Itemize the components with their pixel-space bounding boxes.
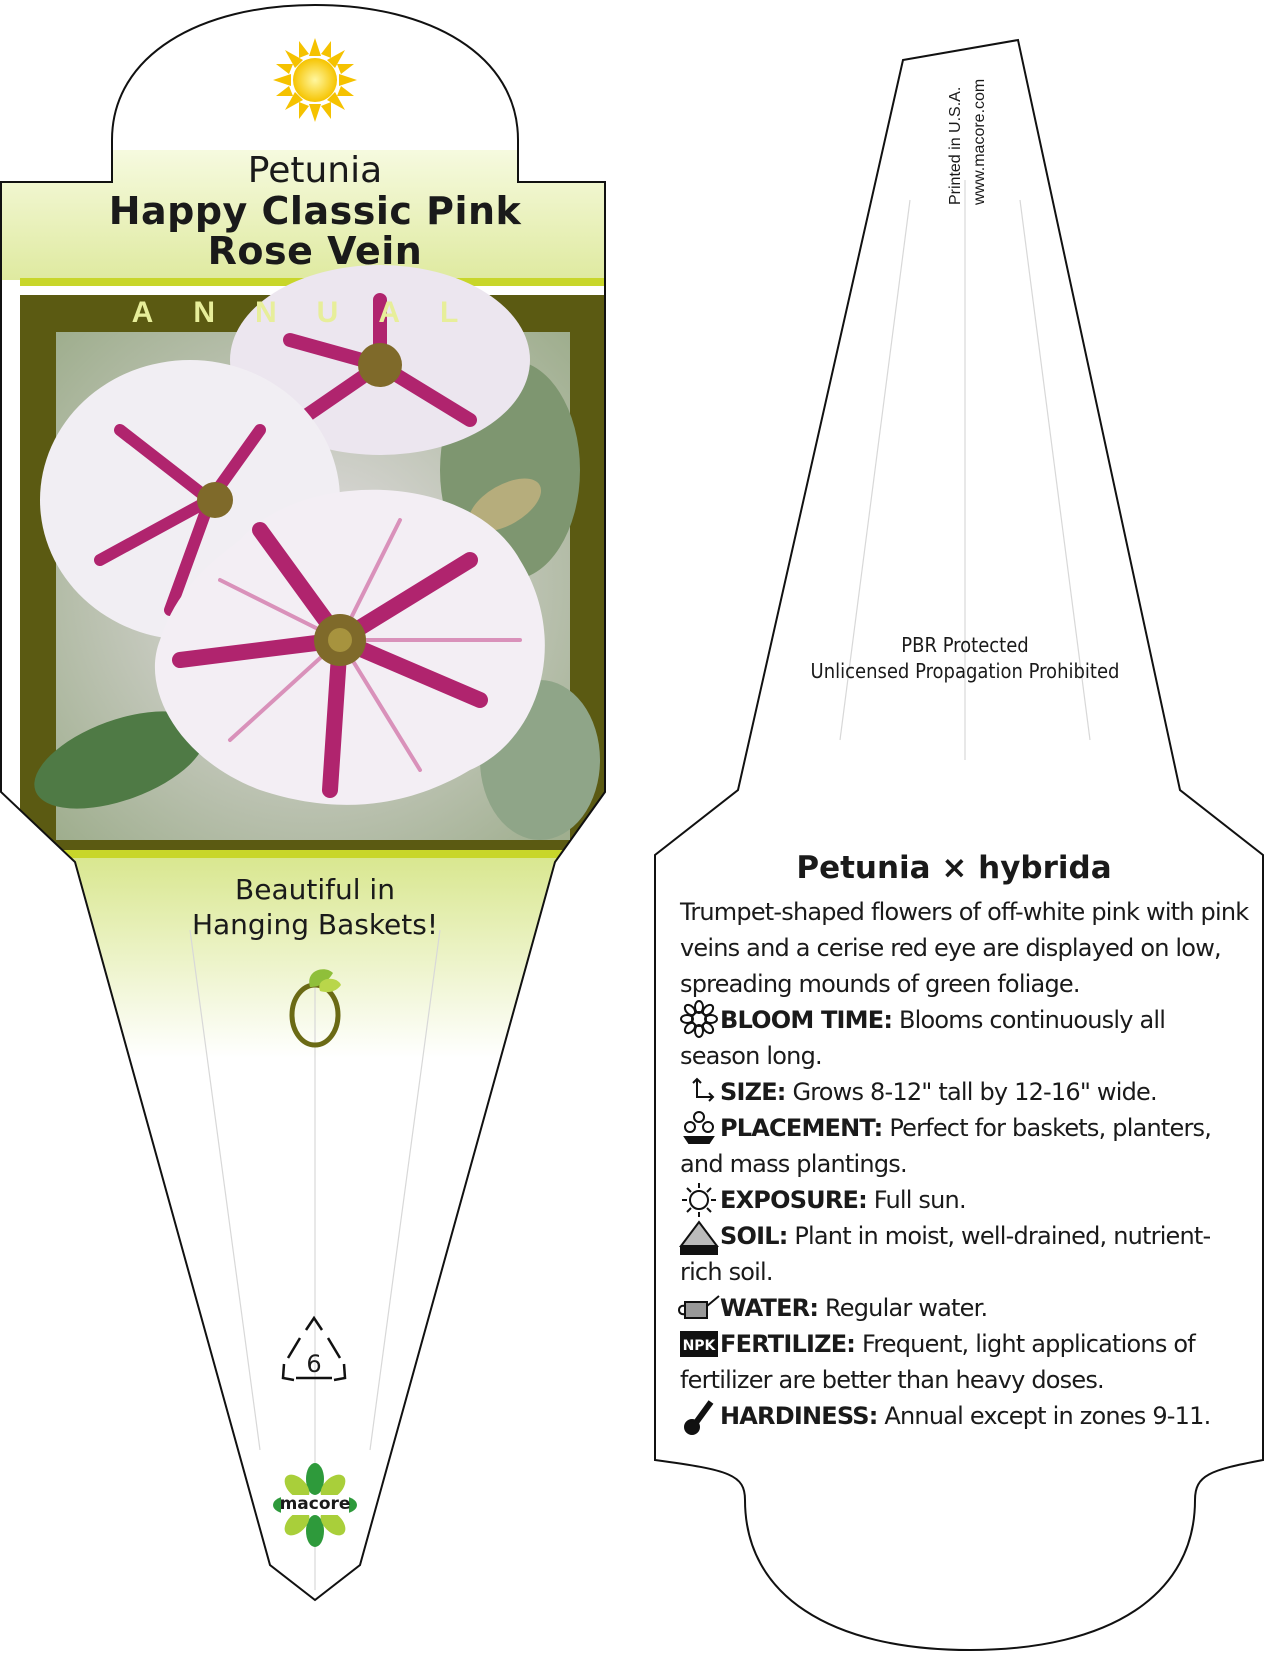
row-text: Annual except in zones 9-11. [877, 1402, 1211, 1430]
row-text: Full sun. [866, 1186, 966, 1214]
row-size [680, 1074, 1250, 1110]
sun-icon [273, 38, 357, 122]
row-text: Grows 8-12" tall by 12-16" wide. [785, 1078, 1157, 1106]
row-label: WATER: [720, 1294, 819, 1322]
row-label: HARDINESS: [720, 1402, 878, 1430]
soil-icon [680, 1222, 714, 1248]
row-bloom-time [680, 1002, 1250, 1074]
recycle-code: 6 [306, 1350, 322, 1378]
row-label: FERTILIZE: [720, 1330, 856, 1358]
row-label: EXPOSURE: [720, 1186, 867, 1214]
slogan-line-2: Hanging Baskets! [191, 908, 439, 941]
printed-in: Printed in U.S.A. [947, 86, 964, 205]
npk-label-icon: NPK [682, 1338, 716, 1354]
plant-genus: Petunia [247, 150, 383, 191]
row-text: Regular water. [818, 1294, 988, 1322]
description-text: Trumpet-shaped flowers of off-white pink with pink veins and a cerise red eye are displayed on low, spreading mounds of green foliage. [680, 898, 1249, 998]
thermometer-icon [680, 1402, 714, 1428]
pbr-line-2: Unlicensed Propagation Prohibited [810, 659, 1120, 683]
row-text: Plant in moist, well-drained, nutrient-rich soil. [680, 1222, 1211, 1286]
plant-description [680, 894, 1250, 1434]
row-text: Frequent, light applications of fertilizer are better than heavy doses. [680, 1330, 1195, 1394]
row-hardiness [680, 1398, 1250, 1434]
row-fertilize [680, 1326, 1250, 1398]
row-text: Blooms continuously all season long. [680, 1006, 1166, 1070]
slogan [100, 872, 530, 942]
npk-icon [680, 1330, 714, 1356]
row-placement [680, 1110, 1250, 1182]
cultivar-line-2: Rose Vein [207, 228, 423, 273]
flower-photo [22, 265, 600, 840]
row-text: Perfect for baskets, planters, and mass plantings. [680, 1114, 1212, 1178]
size-icon [680, 1078, 714, 1104]
row-label: SIZE: [720, 1078, 786, 1106]
row-label: PLACEMENT: [720, 1114, 883, 1142]
pbr-line-1: PBR Protected [901, 633, 1029, 657]
row-exposure [680, 1182, 1250, 1218]
category-label: ANNUAL [131, 296, 499, 329]
cultivar-line-1: Happy Classic Pink [108, 189, 522, 233]
row-label: BLOOM TIME: [720, 1006, 893, 1034]
species-name: Petunia × hybrida [796, 850, 1112, 886]
flower-icon [680, 1006, 714, 1032]
sun-icon [680, 1186, 714, 1212]
watering-can-icon [680, 1294, 714, 1320]
row-soil [680, 1218, 1250, 1290]
slogan-line-1: Beautiful in [235, 873, 395, 906]
brand-name: macore [279, 1494, 351, 1514]
website: www.macore.com [971, 78, 988, 205]
row-water [680, 1290, 1250, 1326]
row-label: SOIL: [720, 1222, 788, 1250]
placement-icon [680, 1114, 714, 1140]
cultivar-name [20, 189, 610, 273]
pbr-notice [780, 632, 1150, 684]
